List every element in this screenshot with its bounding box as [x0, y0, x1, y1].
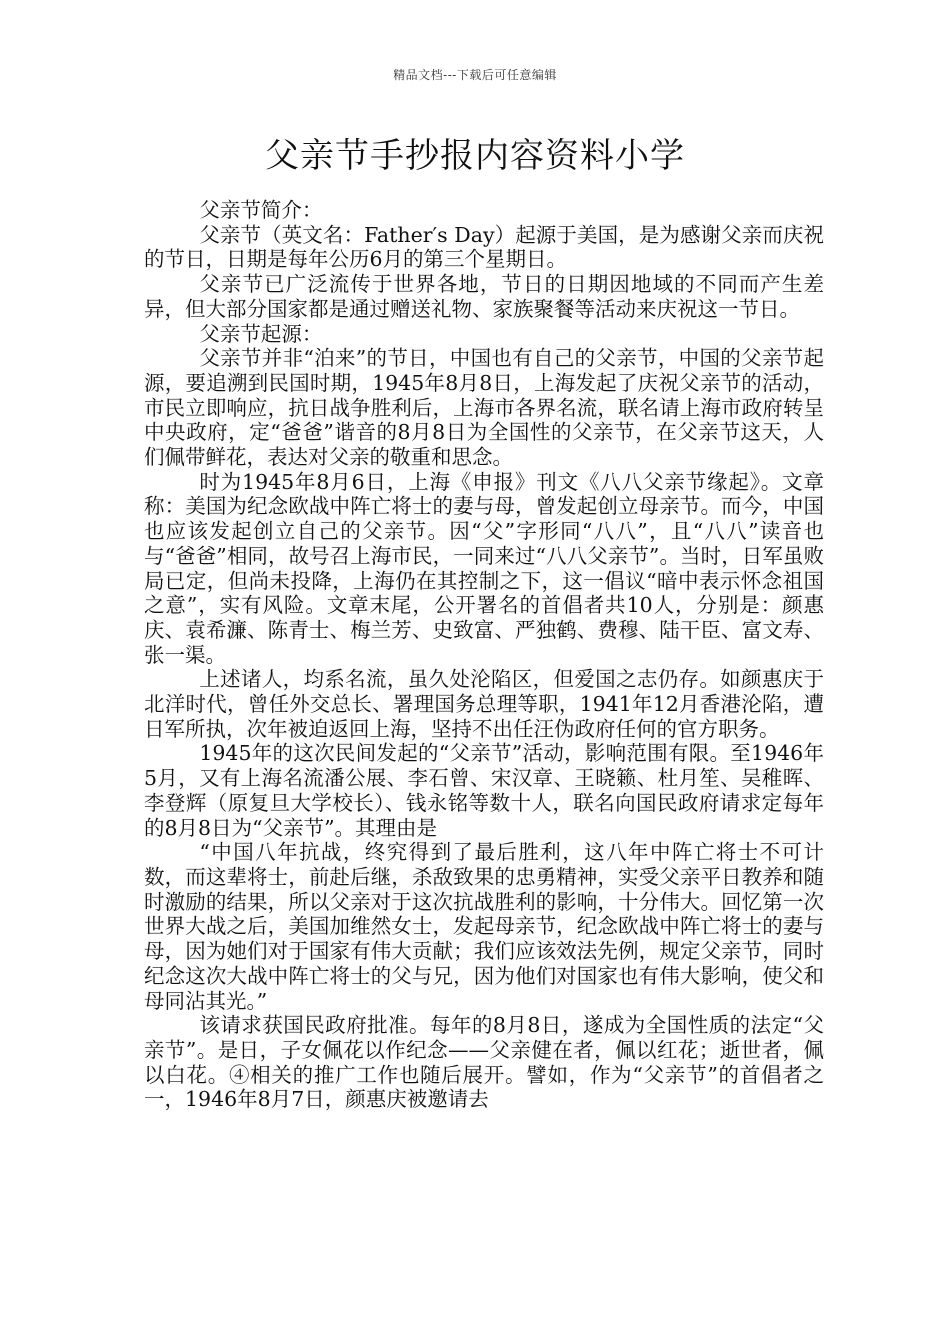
paragraph-celebrities: 上述诸人，均系名流，虽久处沦陷区，但爱国之志仍存。如颜惠庆于北洋时代，曾任外交总长、署理国务总理等职，1941年12月香港沦陷，遭日军所执，次年被迫返回上海，坚持不出任汪伪政府任何的官方职务。	[144, 667, 824, 741]
paragraph-approval: 该请求获国民政府批准。每年的8月8日，遂成为全国性质的法定“父亲节”。是日，子女佩花以作纪念——父亲健在者，佩以红花；逝世者，佩以白花。④相关的推广工作也随后展开。譬如，作为“父亲节”的首倡者之一，1946年8月7日，颜惠庆被邀请去	[144, 1013, 824, 1112]
paragraph-1946-petition: 1945年的这次民间发起的“父亲节”活动，影响范围有限。至1946年5月，又有上海名流潘公展、李石曾、宋汉章、王晓籁、杜月笙、吴稚晖、李登辉（原复旦大学校长）、钱永铭等数十人，联名向国民政府请求定每年的8月8日为“父亲节”。其理由是	[144, 741, 824, 840]
paragraph-definition: 父亲节（英文名：Father′s Day）起源于美国，是为感谢父亲而庆祝的节日，日期是每年公历6月的第三个星期日。	[144, 222, 824, 272]
paragraph-origin-heading: 父亲节起源：	[199, 321, 323, 346]
paragraph-quote: “中国八年抗战，终究得到了最后胜利，这八年中阵亡将士不可计数，而这辈将士，前赴后继，杀敌致果的忠勇精神，实受父亲平日教养和随时激励的结果，所以父亲对于这次抗战胜利的影响，十分伟大。回忆第一次世界大战之后，美国加维然女士，发起母亲节，纪念欧战中阵亡将士的妻与母，因为她们对于国家有伟大贡献；我们应该效法先例，规定父亲节，同时纪念这次大战中阵亡将士的父与兄，因为他们对国家也有伟大影响，使父和母同沾其光。”	[144, 840, 824, 1013]
paragraph-shenbao: 时为1945年8月6日，上海《申报》刊文《八八父亲节缘起》。文章称：美国为纪念欧战中阵亡将士的妻与母，曾发起创立母亲节。而今，中国也应该发起创立自己的父亲节。因“父”字形同“八八”，且“八八”读音也与“爸爸”相同，故号召上海市民，一同来过“八八父亲节”。当时，日军虽败局已定，但尚未投降，上海仍在其控制之下，这一倡议“暗中表示怀念祖国之意”，实有风险。文章末尾，公开署名的首倡者共10人，分别是：颜惠庆、袁希濂、陈青士、梅兰芳、史致富、严独鹤、费穆、陆干臣、富文寿、张一渠。	[144, 469, 824, 667]
paragraph-origin: 父亲节并非“泊来”的节日，中国也有自己的父亲节，中国的父亲节起源，要追溯到民国时期，1945年8月8日，上海发起了庆祝父亲节的活动，市民立即响应，抗日战争胜利后，上海市各界名流，联名请上海市政府转呈中央政府，定“爸爸”谐音的8月8日为全国性的父亲节，在父亲节这天，人们佩带鲜花，表达对父亲的敬重和思念。	[144, 346, 824, 470]
paragraph-spread: 父亲节已广泛流传于世界各地，节日的日期因地域的不同而产生差异，但大部分国家都是通过赠送礼物、家族聚餐等活动来庆祝这一节日。	[144, 272, 824, 321]
page-header: 精品文档---下载后可任意编辑	[393, 68, 557, 82]
paragraph-intro-heading: 父亲节简介：	[199, 198, 323, 222]
document-title: 父亲节手抄报内容资料小学	[265, 136, 685, 176]
document-body	[144, 198, 824, 1112]
